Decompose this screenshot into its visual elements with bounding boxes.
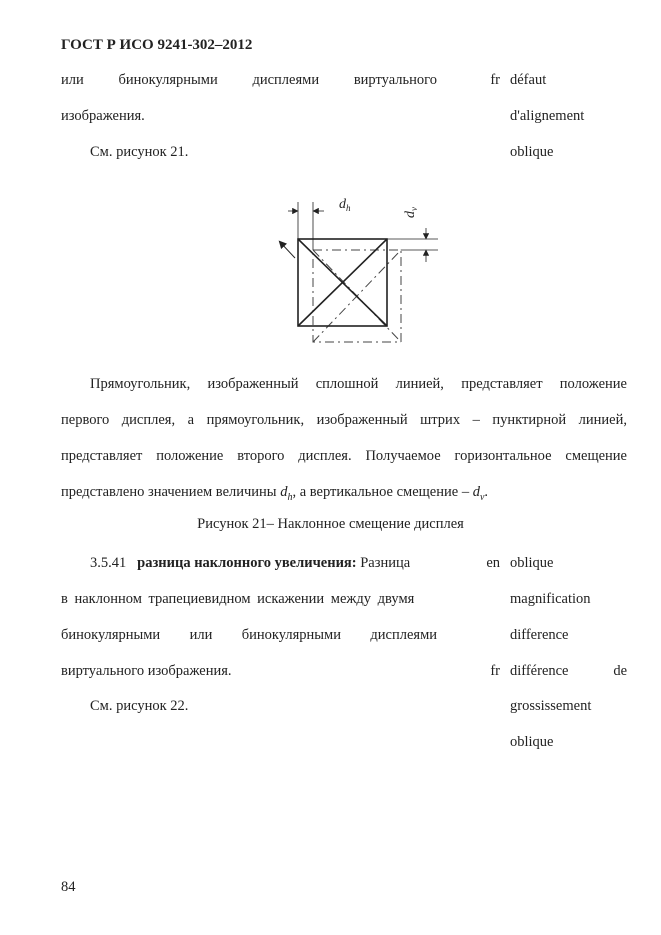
var-dh: $d_h$ — [280, 484, 293, 503]
fr-term-line: oblique — [510, 144, 554, 160]
document-header: ГОСТ Р ИСО 9241-302–2012 — [61, 37, 253, 53]
tilt-arrow — [280, 242, 295, 258]
lang-code-fr: fr — [490, 663, 500, 679]
word: de — [613, 663, 627, 679]
fr-term-line: d'alignement — [510, 108, 585, 124]
word: представляет — [461, 376, 543, 392]
description-line-2 — [61, 412, 627, 429]
fr-term-line — [510, 663, 627, 680]
word: или — [61, 72, 84, 88]
word: сплошной — [315, 376, 379, 392]
fr-term-line: oblique — [510, 734, 554, 750]
term-3541-line-1 — [90, 555, 410, 572]
page-number: 84 — [61, 879, 76, 895]
lang-code-fr: fr — [490, 72, 500, 88]
term-number: 3.5.41 — [90, 555, 127, 571]
see-figure-22: См. рисунок 22. — [90, 698, 189, 714]
term-prev-line-2: изображения. — [61, 108, 145, 124]
word: изображенный — [207, 376, 299, 392]
dh-label: $d_h$ — [339, 197, 351, 213]
en-term-line: difference — [510, 627, 569, 643]
word: дисплея. — [298, 448, 352, 464]
lang-code-en: en — [486, 555, 500, 571]
word: представляет — [61, 448, 143, 464]
var-dv: $d_v$ — [472, 484, 485, 503]
word: – — [472, 412, 480, 428]
text-run: в наклонном трапециевидном искажении между двумя — [61, 591, 415, 607]
figure-21-diagram — [262, 190, 442, 350]
text-run: . — [484, 484, 489, 500]
word: пунктирной — [492, 412, 567, 428]
word: виртуального — [353, 72, 437, 88]
definition-start: Разница — [360, 555, 411, 571]
en-term-line: oblique — [510, 555, 554, 571]
fr-term-line: grossissement — [510, 698, 592, 714]
term-prev-line-1 — [61, 72, 437, 89]
word: положение — [156, 448, 224, 464]
word: дисплеями — [370, 627, 437, 643]
word: изображенный — [316, 412, 408, 428]
text-run: представлено значением величины — [61, 484, 281, 500]
term-3541-line-3 — [61, 627, 437, 644]
figure-21-caption: Рисунок 21– Наклонное смещение дисплея — [197, 516, 464, 532]
word: дисплеями — [252, 72, 320, 88]
word: положение — [559, 376, 627, 392]
word: штрих — [420, 412, 461, 428]
word: бинокулярными — [118, 72, 218, 88]
word: différence — [510, 663, 569, 679]
word: линией, — [578, 412, 627, 428]
word: горизонтальное — [454, 448, 552, 464]
term-3541-line-2 — [61, 591, 437, 608]
term-3541-line-4: виртуального изображения. — [61, 663, 232, 679]
word: Получаемое — [365, 448, 441, 464]
word: первого — [61, 412, 110, 428]
word: смещение — [565, 448, 627, 464]
en-term-line: magnification — [510, 591, 591, 607]
word: второго — [237, 448, 285, 464]
word: а — [187, 412, 195, 428]
word: бинокулярными — [241, 627, 341, 643]
fr-term-line: défaut — [510, 72, 547, 88]
description-line-3 — [61, 448, 627, 465]
word: линией, — [395, 376, 444, 392]
dv-label: $d_v$ — [403, 207, 419, 218]
text-run: , а вертикальное смещение – — [292, 484, 473, 500]
description-line-1 — [90, 376, 627, 393]
term-name: разница наклонного увеличения: — [137, 555, 357, 571]
word: бинокулярными — [61, 627, 161, 643]
word: прямоугольник, — [206, 412, 305, 428]
description-line-4 — [61, 484, 488, 503]
word: дисплея, — [121, 412, 176, 428]
word: Прямоугольник, — [90, 376, 191, 392]
see-figure-21: См. рисунок 21. — [90, 144, 189, 160]
word: или — [189, 627, 213, 643]
